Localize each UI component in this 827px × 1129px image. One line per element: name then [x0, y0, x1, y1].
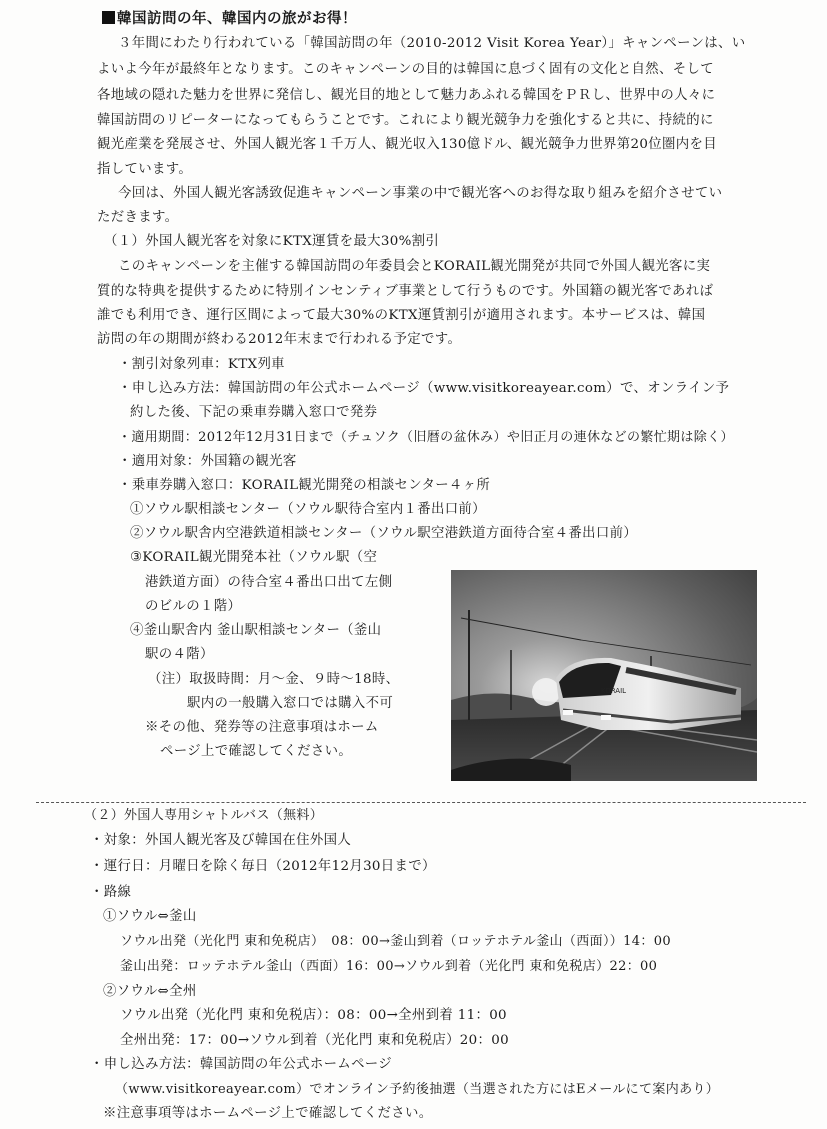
section1-item: ・適用期間：2012年12月31日まで（チュソク（旧暦の盆休み）や旧正月の連休などの繁忙期は除く）: [118, 430, 734, 445]
section2-title: （２）外国人専用シャトルバス（無料）: [84, 808, 324, 823]
intro-line: 各地域の隠れた魅力を世界に発信し、観光目的地として魅力あふれる韓国をＰＲし、世界中の人々に: [97, 88, 716, 103]
note-line: （注）取扱時間：月～金、９時～18時、: [148, 672, 400, 687]
center-item: 駅の４階）: [145, 647, 214, 662]
center-item: ③KORAIL観光開発本社（ソウル駅（空: [130, 550, 378, 565]
intro-line: 韓国訪問のリピーターになってもらうことです。これにより観光競争力を強化すると共に、持続的に: [97, 113, 714, 128]
section2-line: （www.visitkoreayear.com）でオンライン予約後抽選（当選された方にはEメールにて案内あり）: [115, 1082, 720, 1097]
section1-body-line: 質的な特典を提供するために特別インセンティブ事業として行うものです。外国籍の観光客であれば: [97, 284, 714, 299]
section1-body-line: このキャンペーンを主催する韓国訪問の年委員会とKORAIL観光開発が共同で外国人観光客に実: [118, 259, 711, 274]
note-line: 駅内の一般購入窓口では購入不可: [187, 696, 394, 711]
train-logo-text: KORAIL: [601, 687, 627, 695]
center-item: ②ソウル駅舎内空港鉄道相談センター（ソウル駅空港鉄道方面待合室４番出口前）: [130, 526, 638, 541]
section1-item: ・乗車券購入窓口：KORAIL観光開発の相談センター４ヶ所: [118, 478, 491, 493]
section2-line: ・対象：外国人観光客及び韓国在住外国人: [90, 833, 352, 848]
intro-line: よいよ今年が最終年となります。このキャンペーンの目的は韓国に息づく固有の文化と自然、そして: [97, 62, 714, 77]
section1-body-line: 訪問の年の期間が終わる2012年末まで行われる予定です。: [97, 332, 462, 347]
section2-line: ①ソウル⇔釜山: [103, 909, 197, 924]
center-item: ①ソウル駅相談センター（ソウル駅待合室内１番出口前）: [130, 502, 486, 517]
center-item: ④釜山駅舎内 釜山駅相談センター（釜山: [130, 623, 382, 638]
section2-line: ・申し込み方法：韓国訪問の年公式ホームページ: [90, 1057, 393, 1072]
section1-body-line: 誰でも利用でき、運行区間によって最大30%のKTX運賃割引が適用されます。本サービスは、韓国: [97, 308, 706, 323]
section1-title: （１）外国人観光客を対象にKTX運賃を最大30%割引: [104, 234, 440, 249]
intro-line: ３年間にわたり行われている「韓国訪問の年（2010-2012 Visit Korea Year）」キャンペーンは、い: [118, 36, 746, 51]
intro2-line: 今回は、外国人観光客誘致促進キャンペーン事業の中で観光客へのお得な取り組みを紹介させてい: [118, 186, 723, 201]
train-photo: [451, 570, 757, 781]
section2-line: ・路線: [90, 885, 132, 900]
square-bullet-icon: [102, 11, 115, 24]
section2-line: ※注意事項等はホームページ上で確認してください。: [103, 1106, 433, 1121]
section2-line: 全州出発：17：00→ソウル到着（光化門 東和免税店）20：00: [120, 1033, 510, 1048]
section1-item: 約した後、下記の乗車券購入窓口で発券: [130, 405, 378, 420]
heading-text: 韓国訪問の年、韓国内の旅がお得！: [117, 11, 357, 27]
section1-item: ・適用対象：外国籍の観光客: [118, 454, 297, 469]
intro-line: 指しています。: [97, 162, 193, 177]
note-line: ページ上で確認してください。: [160, 744, 353, 759]
section2-line: ・運行日：月曜日を除く毎日（2012年12月30日まで）: [90, 859, 436, 874]
section1-item: ・申し込み方法：韓国訪問の年公式ホームページ（www.visitkoreayear.com）で、オンライン予: [118, 381, 730, 396]
section-divider: [36, 802, 806, 803]
intro2-line: ただきます。: [97, 210, 179, 225]
center-item: 港鉄道方面）の待合室４番出口出て左側: [145, 575, 393, 590]
center-item: のビルの１階）: [145, 599, 242, 614]
section1-item: ・割引対象列車：KTX列車: [118, 357, 285, 372]
section2-line: ソウル出発（光化門 東和免税店）：08：00→全州到着 11：00: [120, 1008, 507, 1023]
section2-line: ソウル出発（光化門 東和免税店） 08：00→釜山到着（ロッテホテル釜山（西面））14：00: [120, 934, 671, 949]
section2-line: 釜山出発：ロッテホテル釜山（西面）16：00→ソウル到着（光化門 東和免税店）22：00: [120, 959, 658, 974]
note-line: ※その他、発券等の注意事項はホーム: [145, 720, 379, 735]
section2-line: ②ソウル⇔全州: [103, 984, 197, 999]
page-heading: [102, 9, 357, 29]
intro-line: 観光産業を発展させ、外国人観光客１千万人、観光収入130億ドル、観光競争力世界第20位圏内を目: [97, 137, 717, 152]
